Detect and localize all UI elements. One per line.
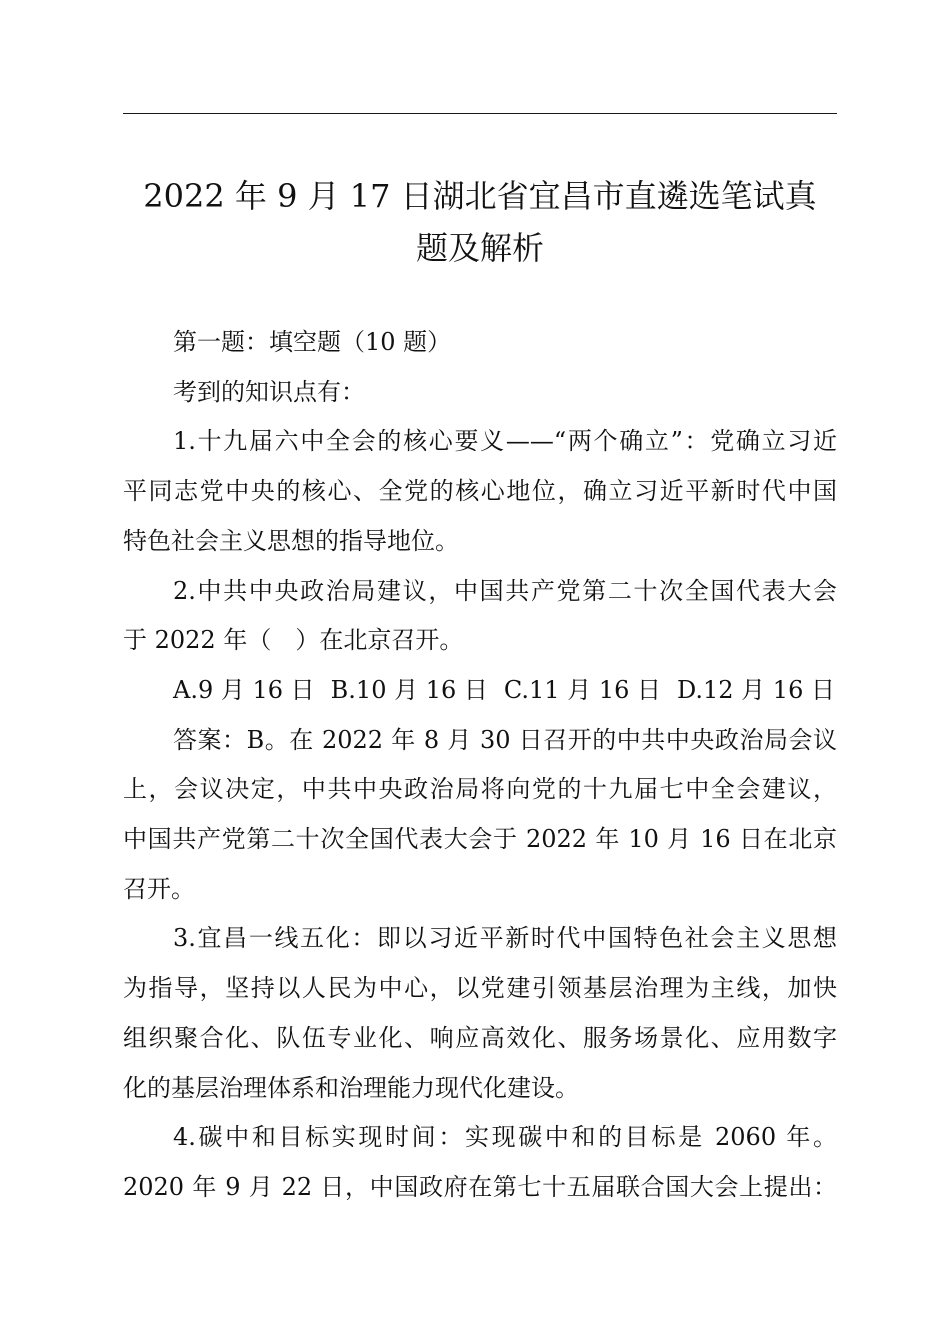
item-2-answer-line-4: 召开。 bbox=[123, 874, 195, 903]
item-2 bbox=[123, 567, 837, 915]
option-b: B.10 月 16 日 bbox=[330, 675, 488, 704]
item-4 bbox=[123, 1113, 837, 1212]
item-2-options bbox=[123, 666, 837, 716]
item-3-line-2: 为指导，坚持以人民为中心，以党建引领基层治理为主线，加快 bbox=[123, 974, 837, 1003]
section-heading: 第一题：填空题（10 题） bbox=[173, 328, 452, 356]
option-c: C.11 月 16 日 bbox=[503, 675, 661, 704]
option-d: D.12 月 16 日 bbox=[677, 675, 835, 704]
item-1-line-2: 平同志党中央的核心、全党的核心地位，确立习近平新时代中国 bbox=[123, 477, 837, 506]
item-2-line-1: 2.中共中央政治局建议，中国共产党第二十次全国代表大会 bbox=[173, 576, 837, 605]
item-4-line-2: 2020 年 9 月 22 日，中国政府在第七十五届联合国大会上提出： bbox=[123, 1172, 837, 1201]
item-1 bbox=[123, 417, 837, 566]
document-body bbox=[123, 318, 837, 1213]
item-2-answer-line-2: 上，会议决定，中共中央政治局将向党的十九届七中全会建议， bbox=[123, 775, 837, 804]
item-4-line-1: 4.碳中和目标实现时间：实现碳中和的目标是 2060 年。 bbox=[173, 1123, 837, 1152]
page-title bbox=[120, 170, 840, 274]
knowledge-intro: 考到的知识点有： bbox=[173, 377, 365, 406]
item-2-answer-line-1: 答案：B。在 2022 年 8 月 30 日召开的中共中央政治局会议 bbox=[173, 725, 837, 754]
item-1-line-1: 1.十九届六中全会的核心要义——“两个确立”：党确立习近 bbox=[173, 427, 837, 456]
item-2-line-2: 于 2022 年（ ）在北京召开。 bbox=[123, 626, 464, 655]
option-a: A.9 月 16 日 bbox=[173, 675, 315, 704]
item-3-line-3: 组织聚合化、队伍专业化、响应高效化、服务场景化、应用数字 bbox=[123, 1023, 837, 1052]
title-line-2: 题及解析 bbox=[415, 229, 544, 267]
item-1-line-3: 特色社会主义思想的指导地位。 bbox=[123, 526, 459, 555]
title-line-1: 2022 年 9 月 17 日湖北省宜昌市直遴选笔试真 bbox=[143, 177, 817, 215]
item-3 bbox=[123, 914, 837, 1113]
item-3-line-4: 化的基层治理体系和治理能力现代化建设。 bbox=[123, 1073, 579, 1102]
item-3-line-1: 3.宜昌一线五化：即以习近平新时代中国特色社会主义思想 bbox=[173, 924, 837, 953]
item-2-answer-line-3: 中国共产党第二十次全国代表大会于 2022 年 10 月 16 日在北京 bbox=[123, 825, 837, 854]
header-rule bbox=[123, 113, 837, 114]
